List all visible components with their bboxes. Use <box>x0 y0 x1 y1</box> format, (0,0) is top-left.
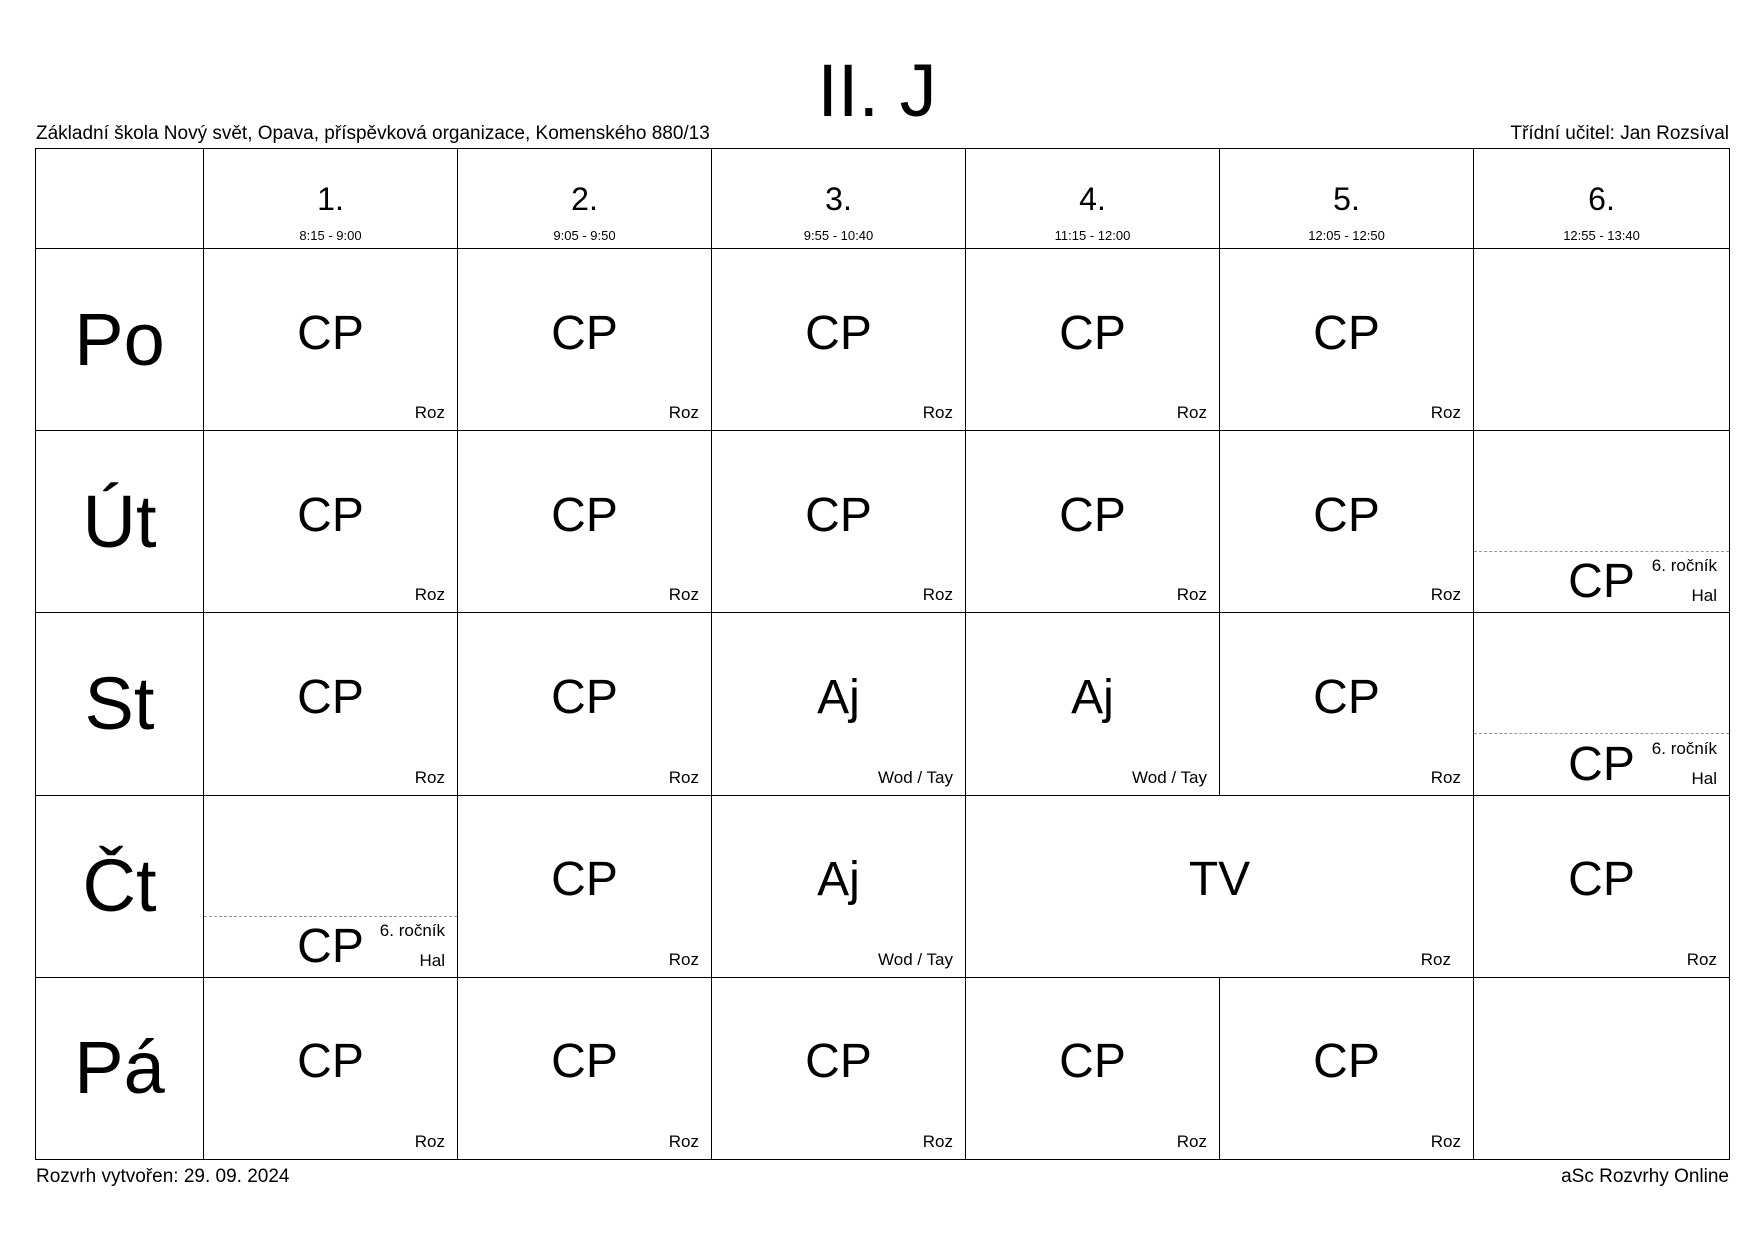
split-empty-part <box>1474 613 1729 734</box>
brand-credit: aSc Rozvrhy Online <box>1561 1166 1729 1187</box>
lesson-cell <box>966 431 1220 613</box>
empty-cell <box>1474 249 1730 431</box>
lesson-teacher: Roz <box>922 403 953 423</box>
period-time: 12:55 - 13:40 <box>1563 228 1640 243</box>
school-name: Základní škola Nový svět, Opava, příspěvková organizace, Komenského 880/13 <box>36 123 710 144</box>
lesson-subject: CP <box>551 1035 618 1089</box>
lesson-subject: CP <box>1313 306 1380 360</box>
double-lesson-cell <box>966 795 1474 977</box>
lesson-teacher: Roz <box>414 585 445 605</box>
lesson-cell <box>204 613 458 795</box>
lesson-subject: CP <box>297 1035 364 1089</box>
period-number: 6. <box>1588 181 1615 217</box>
day-name: Út <box>82 479 157 563</box>
lesson-subject: CP <box>297 671 364 725</box>
lesson-subject: CP <box>1568 737 1635 791</box>
period-header-5 <box>1220 149 1474 249</box>
lesson-subject: TV <box>1188 853 1251 907</box>
lesson-teacher: Roz <box>414 403 445 423</box>
lesson-teacher: Hal <box>1691 768 1717 788</box>
period-time: 11:15 - 12:00 <box>1054 228 1131 243</box>
lesson-teacher: Roz <box>1176 585 1207 605</box>
lesson-group: 6. ročník <box>379 920 445 940</box>
lesson-teacher: Roz <box>668 767 699 787</box>
day-cell <box>36 795 204 977</box>
lesson-teacher: Wod / Tay <box>1132 767 1207 787</box>
day-cell <box>36 431 204 613</box>
lesson-subject: CP <box>1059 306 1126 360</box>
lesson-cell <box>458 249 712 431</box>
day-cell <box>36 613 204 795</box>
split-group-part <box>204 916 457 977</box>
lesson-subject: CP <box>1568 555 1635 609</box>
lesson-teacher: Hal <box>1691 586 1717 606</box>
split-lesson-cell <box>204 795 458 977</box>
lesson-subject: CP <box>297 488 364 542</box>
lesson-teacher: Roz <box>668 585 699 605</box>
lesson-cell <box>712 249 966 431</box>
lesson-subject: CP <box>551 306 618 360</box>
lesson-cell <box>712 795 966 977</box>
lesson-subject: CP <box>297 306 364 360</box>
period-header-2 <box>458 149 712 249</box>
period-header-1 <box>204 149 458 249</box>
lesson-teacher: Roz <box>922 585 953 605</box>
created-date: Rozvrh vytvořen: 29. 09. 2024 <box>36 1166 290 1187</box>
day-name: Čt <box>82 844 157 928</box>
split-empty-part <box>204 796 457 917</box>
lesson-teacher: Roz <box>1430 767 1461 787</box>
period-header-4 <box>966 149 1220 249</box>
timetable-grid <box>35 148 1730 1160</box>
lesson-subject: CP <box>1059 1035 1126 1089</box>
day-row-pa <box>36 977 1730 1159</box>
corner-cell <box>36 149 204 249</box>
lesson-teacher: Roz <box>1176 1132 1207 1151</box>
period-header-6 <box>1474 149 1730 249</box>
period-number: 2. <box>571 181 598 217</box>
split-group-part <box>1474 734 1729 795</box>
lesson-cell <box>458 431 712 613</box>
lesson-teacher: Roz <box>1420 949 1451 969</box>
period-time: 12:05 - 12:50 <box>1308 228 1385 243</box>
day-name: St <box>84 662 155 746</box>
day-row-ut <box>36 431 1730 613</box>
lesson-cell <box>966 977 1220 1159</box>
split-lesson-cell <box>1474 431 1730 613</box>
lesson-subject: CP <box>805 1035 872 1089</box>
split-empty-part <box>1474 431 1729 552</box>
split-group-part <box>1474 551 1729 612</box>
day-name: Pá <box>74 1026 165 1110</box>
period-number: 1. <box>317 181 344 217</box>
lesson-subject: CP <box>1313 488 1380 542</box>
lesson-cell <box>1220 977 1474 1159</box>
day-row-ct <box>36 795 1730 977</box>
lesson-subject: CP <box>1313 671 1380 725</box>
lesson-teacher: Roz <box>414 767 445 787</box>
lesson-subject: CP <box>551 853 618 907</box>
lesson-subject: CP <box>551 488 618 542</box>
period-number: 3. <box>825 181 852 217</box>
lesson-subject: Aj <box>1071 671 1114 725</box>
day-row-po <box>36 249 1730 431</box>
lesson-teacher: Wod / Tay <box>878 949 953 969</box>
lesson-group: 6. ročník <box>1651 556 1717 576</box>
lesson-teacher: Roz <box>668 1132 699 1151</box>
lesson-cell <box>1220 249 1474 431</box>
day-cell <box>36 249 204 431</box>
lesson-cell <box>204 249 458 431</box>
lesson-teacher: Roz <box>668 403 699 423</box>
day-row-st <box>36 613 1730 795</box>
lesson-teacher: Roz <box>1430 403 1461 423</box>
period-header-3 <box>712 149 966 249</box>
lesson-cell <box>458 795 712 977</box>
lesson-cell <box>966 249 1220 431</box>
class-teacher: Třídní učitel: Jan Rozsíval <box>1510 123 1729 144</box>
period-time: 9:55 - 10:40 <box>803 228 874 243</box>
lesson-teacher: Hal <box>419 950 445 970</box>
lesson-cell <box>966 613 1220 795</box>
lesson-teacher: Roz <box>668 949 699 969</box>
lesson-teacher: Roz <box>414 1132 445 1151</box>
lesson-cell <box>1220 431 1474 613</box>
lesson-teacher: Roz <box>1176 403 1207 423</box>
lesson-cell <box>204 977 458 1159</box>
lesson-subject: CP <box>805 306 872 360</box>
lesson-subject: CP <box>805 488 872 542</box>
page-title: II. J <box>817 49 937 132</box>
lesson-group: 6. ročník <box>1651 738 1717 758</box>
lesson-subject: Aj <box>817 671 860 725</box>
empty-cell <box>1474 977 1730 1159</box>
period-header-row <box>36 149 1730 249</box>
split-lesson-cell <box>1474 613 1730 795</box>
lesson-cell <box>458 613 712 795</box>
lesson-subject: CP <box>1059 488 1126 542</box>
day-cell <box>36 977 204 1159</box>
period-time: 8:15 - 9:00 <box>299 228 362 243</box>
day-name: Po <box>74 297 165 381</box>
lesson-subject: CP <box>1313 1035 1380 1089</box>
lesson-teacher: Roz <box>1430 585 1461 605</box>
lesson-subject: Aj <box>817 853 860 907</box>
lesson-cell <box>204 431 458 613</box>
period-number: 5. <box>1333 181 1360 217</box>
lesson-teacher: Roz <box>1430 1132 1461 1151</box>
lesson-subject: CP <box>297 919 364 973</box>
lesson-subject: CP <box>1568 853 1635 907</box>
period-time: 9:05 - 9:50 <box>553 228 616 243</box>
lesson-cell <box>712 431 966 613</box>
lesson-teacher: Roz <box>1686 949 1717 969</box>
lesson-cell <box>1474 795 1730 977</box>
period-number: 4. <box>1079 181 1106 217</box>
lesson-teacher: Roz <box>922 1132 953 1151</box>
lesson-cell <box>712 613 966 795</box>
lesson-subject: CP <box>551 671 618 725</box>
lesson-cell <box>712 977 966 1159</box>
lesson-cell <box>1220 613 1474 795</box>
lesson-teacher: Wod / Tay <box>878 767 953 787</box>
lesson-cell <box>458 977 712 1159</box>
